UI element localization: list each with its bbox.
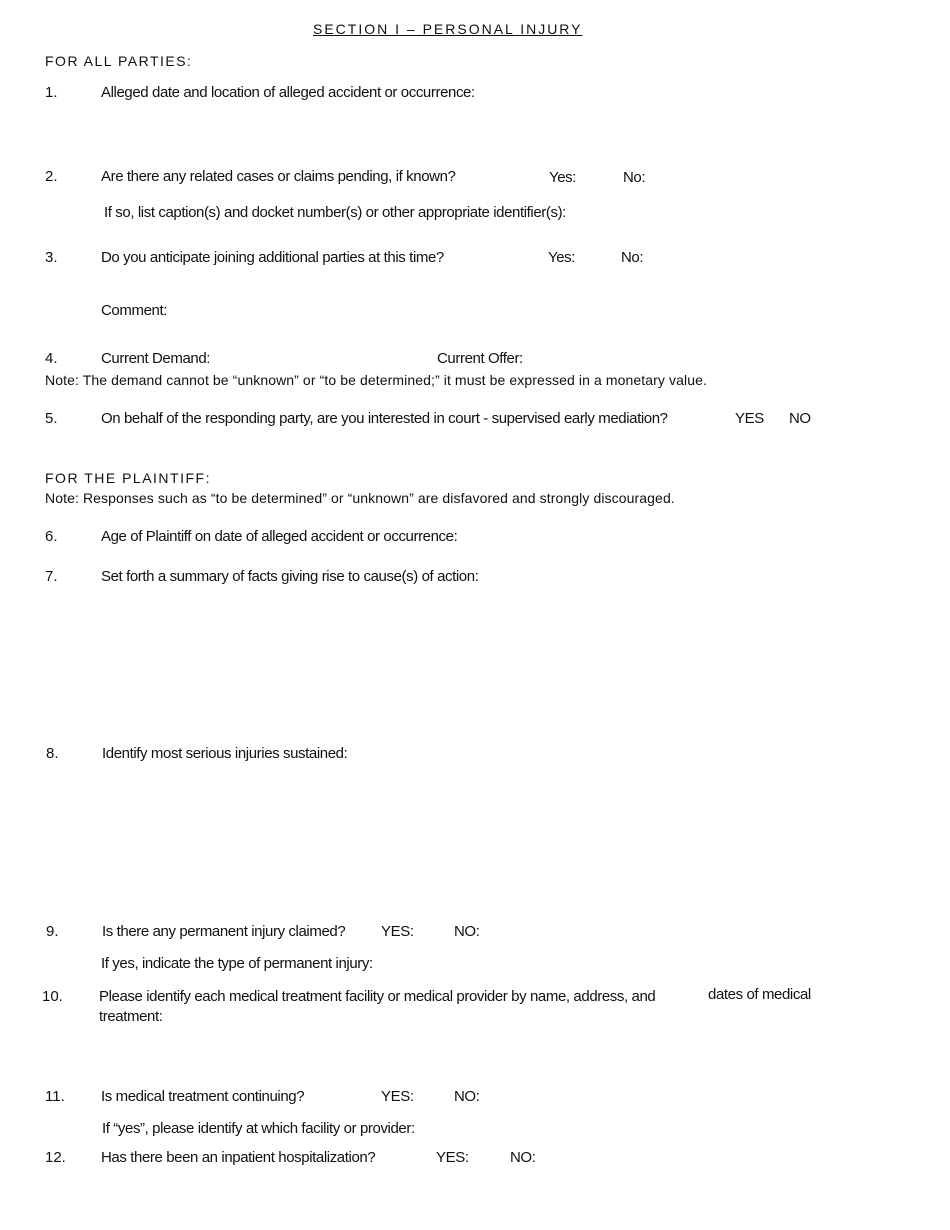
q1-number: 1. [45, 84, 58, 101]
q4-offer-label: Current Offer: [437, 350, 523, 367]
q10-text-line2: treatment: [99, 1008, 163, 1025]
q11-text: Is medical treatment continuing? [101, 1088, 305, 1105]
plaintiff-heading: FOR THE PLAINTIFF: [45, 470, 211, 486]
plaintiff-note: Note: Responses such as “to be determined” or “unknown” are disfavored and strongly discouraged. [45, 490, 675, 506]
q9-yes-label: YES: [381, 923, 414, 940]
q2-subtext: If so, list caption(s) and docket number(s) or other appropriate identifier(s): [104, 204, 566, 221]
q3-no-label: No: [621, 249, 644, 266]
q7-number: 7. [45, 568, 58, 585]
q8-text: Identify most serious injuries sustained: [102, 745, 348, 762]
q9-no-label: NO: [454, 923, 480, 940]
q12-text: Has there been an inpatient hospitalization? [101, 1149, 376, 1166]
q11-subtext: If “yes”, please identify at which facility or provider: [102, 1120, 415, 1137]
q4-number: 4. [45, 350, 58, 367]
page-title: SECTION I – PERSONAL INJURY [313, 21, 583, 37]
q4-note: Note: The demand cannot be “unknown” or “to be determined;” it must be expressed in a monetary value. [45, 372, 707, 388]
q12-no-label: NO: [510, 1149, 536, 1166]
q4-demand-label: Current Demand: [101, 350, 211, 367]
q1-text: Alleged date and location of alleged accident or occurrence: [101, 84, 475, 101]
q3-text: Do you anticipate joining additional parties at this time? [101, 249, 444, 266]
q9-number: 9. [46, 923, 59, 940]
q8-number: 8. [46, 745, 59, 762]
q2-no-label: No: [623, 169, 646, 186]
all-parties-heading: FOR ALL PARTIES: [45, 53, 193, 69]
q5-yes-label: YES [735, 410, 764, 427]
q9-text: Is there any permanent injury claimed? [102, 923, 346, 940]
q2-text: Are there any related cases or claims pending, if known? [101, 168, 456, 185]
q12-yes-label: YES: [436, 1149, 469, 1166]
q10-number: 10. [42, 988, 63, 1005]
q10-text-end: dates of medical [708, 986, 811, 1003]
q5-no-label: NO [789, 410, 811, 427]
q5-number: 5. [45, 410, 58, 427]
q2-number: 2. [45, 168, 58, 185]
q6-number: 6. [45, 528, 58, 545]
q11-no-label: NO: [454, 1088, 480, 1105]
q2-yes-label: Yes: [549, 169, 577, 186]
q3-yes-label: Yes: [548, 249, 576, 266]
q9-subtext: If yes, indicate the type of permanent injury: [101, 955, 373, 972]
q11-number: 11. [45, 1088, 65, 1105]
q7-text: Set forth a summary of facts giving rise to cause(s) of action: [101, 568, 479, 585]
q6-text: Age of Plaintiff on date of alleged accident or occurrence: [101, 528, 458, 545]
q3-number: 3. [45, 249, 58, 266]
q12-number: 12. [45, 1149, 66, 1166]
q10-text: Please identify each medical treatment facility or medical provider by name, address, and [99, 988, 656, 1005]
q5-text: On behalf of the responding party, are you interested in court - supervised early mediation? [101, 410, 668, 427]
q3-comment-label: Comment: [101, 302, 167, 319]
q11-yes-label: YES: [381, 1088, 414, 1105]
